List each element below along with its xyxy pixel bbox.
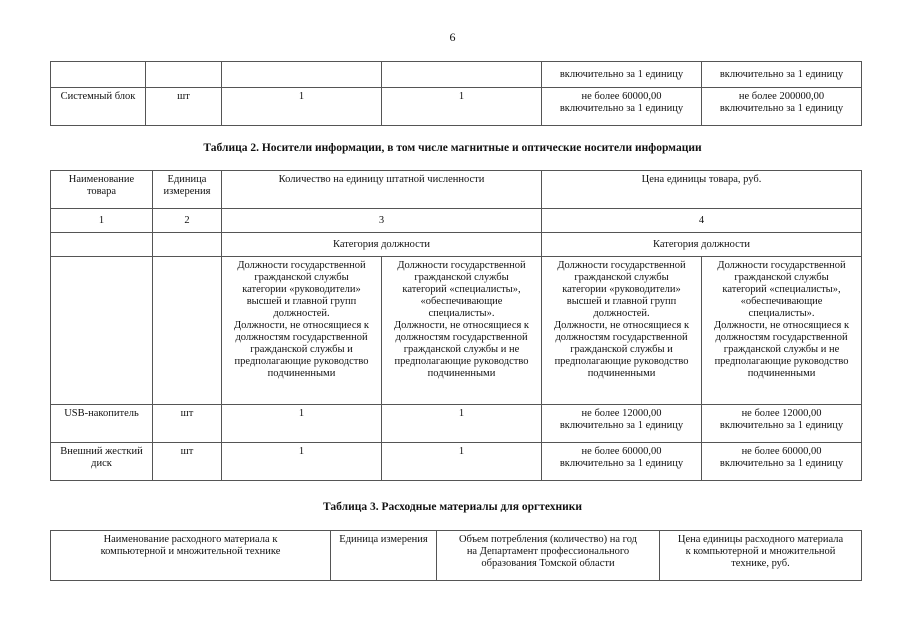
- cell: Внешний жесткий диск: [51, 443, 153, 481]
- cell: 2: [153, 209, 222, 233]
- cell: не более 60000,00 включительно за 1 единицу: [542, 88, 702, 126]
- header-price: Цена единицы расходного материала к компьютерной и множительной технике, руб.: [660, 531, 862, 581]
- header-consumable-name: Наименование расходного материала к компьютерной и множительной технике: [51, 531, 331, 581]
- table-number-row: [51, 209, 862, 233]
- cell: 4: [542, 209, 862, 233]
- table-row: [51, 88, 862, 126]
- cell: 1: [222, 88, 382, 126]
- header-unit: Единица измерения: [153, 171, 222, 209]
- category-cell: Должности государственной гражданской службы категории «руководители» высшей и главной групп должностей. Должности, не относящиеся к должностям государственной гражданской службы и предполагающие руководство подчиненными: [222, 257, 382, 405]
- cell: 1: [382, 405, 542, 443]
- category-cell: Должности государственной гражданской службы категорий «специалисты», «обеспечивающие специалисты». Должности, не относящиеся к должностям государственной гражданской службы и не предполагающие руководство подчиненными: [382, 257, 542, 405]
- cell: [51, 62, 146, 88]
- cell: 1: [222, 405, 382, 443]
- category-cell: Должности государственной гражданской службы категории «руководители» высшей и главной групп должностей. Должности, не относящиеся к должностям государственной гражданской службы и предполагающие руководство подчиненными: [542, 257, 702, 405]
- table-storage-media: [50, 170, 862, 481]
- cell: шт: [153, 443, 222, 481]
- table-header-row: [51, 531, 862, 581]
- category-cell: Должности государственной гражданской службы категорий «специалисты», «обеспечивающие специалисты». Должности, не относящиеся к должностям государственной гражданской службы и не предполагающие руководство подчиненными: [702, 257, 862, 405]
- category-label: Категория должности: [542, 233, 862, 257]
- table-computers-continued: [50, 61, 862, 126]
- cell: не более 12000,00 включительно за 1 единицу: [542, 405, 702, 443]
- table-consumables: [50, 530, 862, 581]
- cell: включительно за 1 единицу: [542, 62, 702, 88]
- cell: [153, 257, 222, 405]
- table2-caption: Таблица 2. Носители информации, в том числе магнитные и оптические носители информации: [203, 142, 702, 154]
- table-row: [51, 257, 862, 405]
- header-name: Наименование товара: [51, 171, 153, 209]
- header-price: Цена единицы товара, руб.: [542, 171, 862, 209]
- cell: [222, 62, 382, 88]
- cell: [382, 62, 542, 88]
- cell: шт: [153, 405, 222, 443]
- cell: Системный блок: [51, 88, 146, 126]
- cell: 1: [382, 443, 542, 481]
- table3-caption: Таблица 3. Расходные материалы для оргтехники: [323, 501, 582, 513]
- table-header-row: [51, 171, 862, 209]
- table-row: [51, 62, 862, 88]
- cell: [153, 233, 222, 257]
- header-volume: Объем потребления (количество) на год на Департамент профессионального образования Томской области: [437, 531, 660, 581]
- page-number: 6: [449, 30, 456, 44]
- cell: [51, 233, 153, 257]
- table-row: [51, 405, 862, 443]
- table-row: [51, 443, 862, 481]
- cell: 3: [222, 209, 542, 233]
- category-label: Категория должности: [222, 233, 542, 257]
- cell: включительно за 1 единицу: [702, 62, 862, 88]
- cell: 1: [222, 443, 382, 481]
- cell: [146, 62, 222, 88]
- cell: не более 200000,00 включительно за 1 единицу: [702, 88, 862, 126]
- cell: шт: [146, 88, 222, 126]
- header-unit: Единица измерения: [331, 531, 437, 581]
- cell: 1: [51, 209, 153, 233]
- cell: USB-накопитель: [51, 405, 153, 443]
- cell: не более 60000,00 включительно за 1 единицу: [542, 443, 702, 481]
- cell: не более 60000,00 включительно за 1 единицу: [702, 443, 862, 481]
- cell: не более 12000,00 включительно за 1 единицу: [702, 405, 862, 443]
- table-row: [51, 233, 862, 257]
- cell: 1: [382, 88, 542, 126]
- header-quantity: Количество на единицу штатной численности: [222, 171, 542, 209]
- cell: [51, 257, 153, 405]
